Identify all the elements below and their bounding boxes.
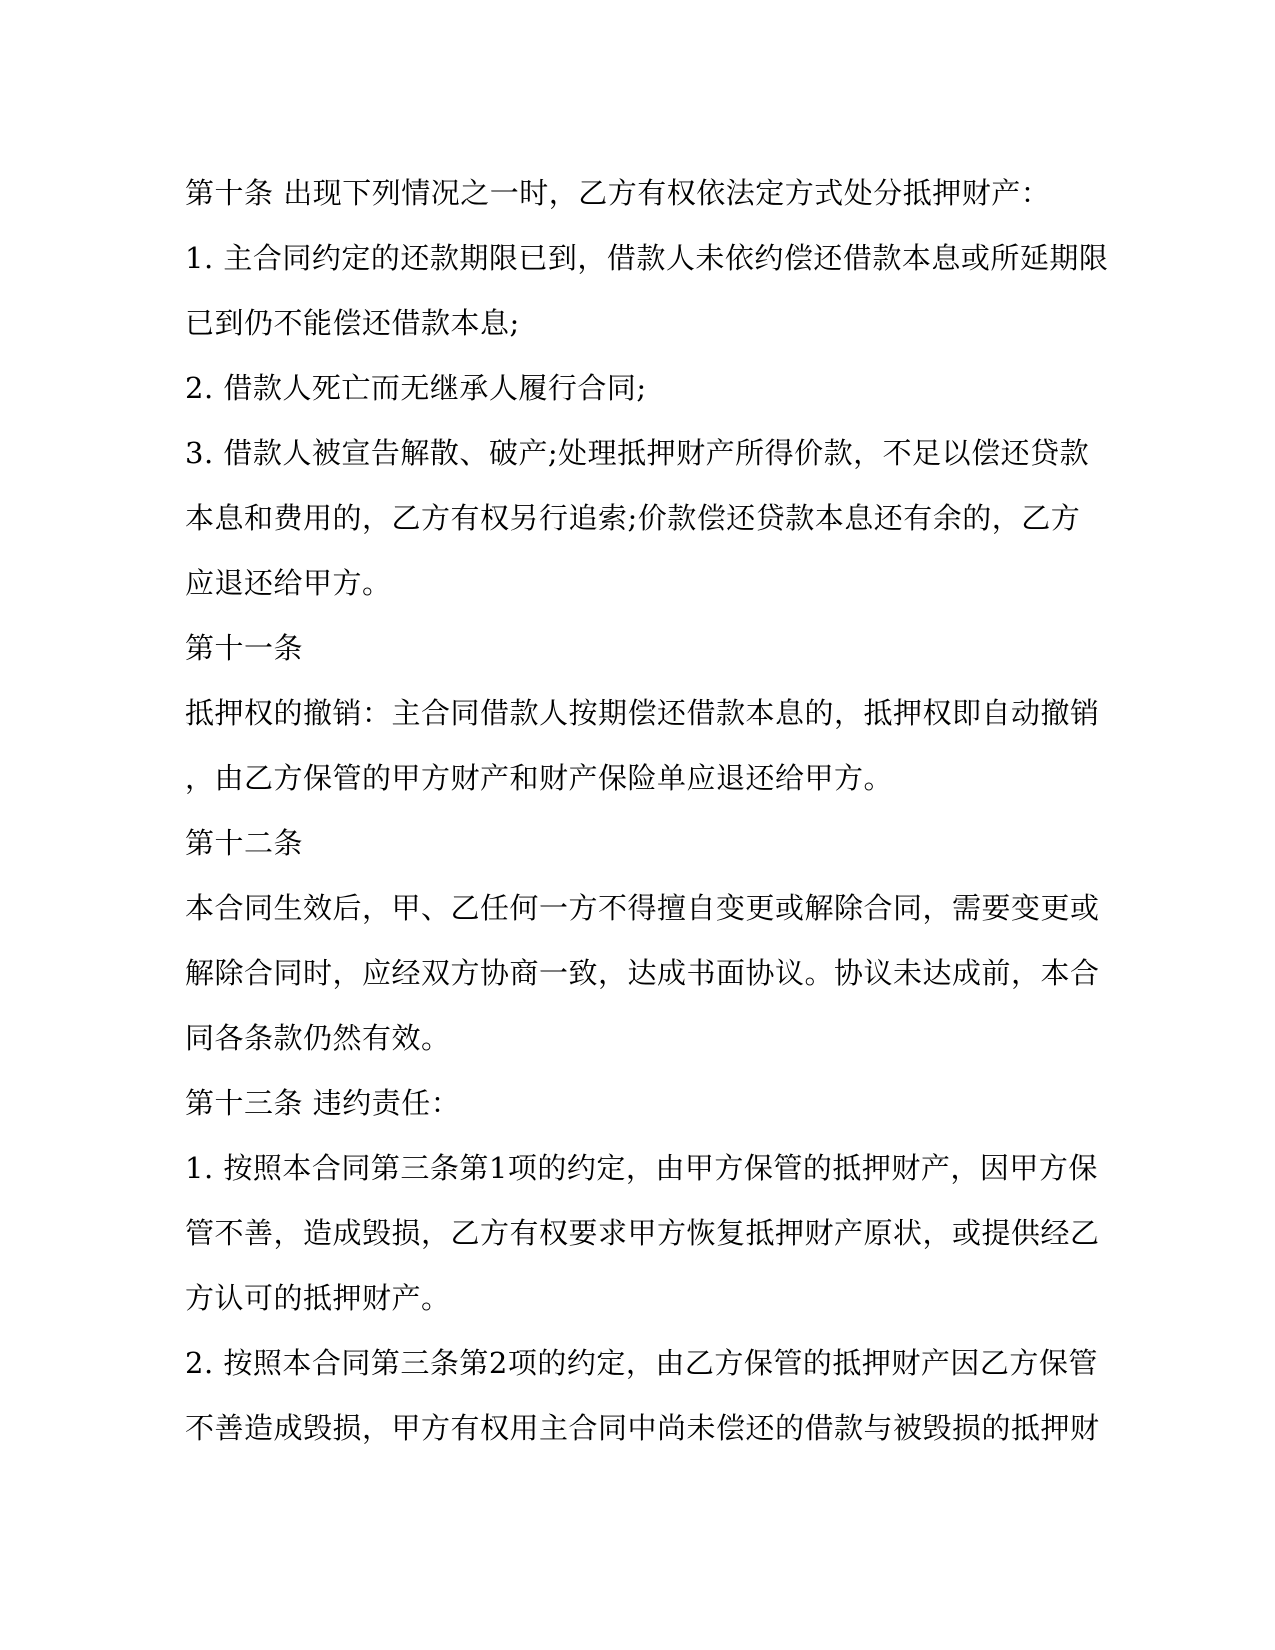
article-12-body-line-1: 本合同生效后，甲、乙任何一方不得擅自变更或解除合同，需要变更或 <box>185 891 1100 925</box>
article-11-body-line-2: ，由乙方保管的甲方财产和财产保险单应退还给甲方。 <box>185 761 894 795</box>
article-10-heading: 第十条 出现下列情况之一时，乙方有权依法定方式处分抵押财产： <box>185 176 1051 210</box>
article-13-heading: 第十三条 违约责任： <box>185 1086 461 1120</box>
article-13-item-1-line-1: 1. 按照本合同第三条第1项的约定，由甲方保管的抵押财产，因甲方保 <box>185 1151 1098 1185</box>
article-10-item-2: 2. 借款人死亡而无继承人履行合同; <box>185 371 647 405</box>
article-13-item-1-line-3: 方认可的抵押财产。 <box>185 1281 451 1315</box>
document-body <box>185 161 1109 1461</box>
article-10-item-3-line-3: 应退还给甲方。 <box>185 566 392 600</box>
article-13-item-2-line-1: 2. 按照本合同第三条第2项的约定，由乙方保管的抵押财产因乙方保管 <box>185 1346 1098 1380</box>
article-12-body-line-2: 解除合同时，应经双方协商一致，达成书面协议。协议未达成前，本合 <box>185 956 1100 990</box>
article-10-item-3-line-1: 3. 借款人被宣告解散、破产;处理抵押财产所得价款，不足以偿还贷款 <box>185 436 1090 470</box>
article-12-heading: 第十二条 <box>185 826 304 860</box>
article-10-item-1-line-2: 已到仍不能偿还借款本息; <box>185 306 520 340</box>
article-11-body-line-1: 抵押权的撤销：主合同借款人按期偿还借款本息的，抵押权即自动撤销 <box>185 696 1100 730</box>
article-11-heading: 第十一条 <box>185 631 304 665</box>
article-13-item-2-line-2: 不善造成毁损，甲方有权用主合同中尚未偿还的借款与被毁损的抵押财 <box>185 1411 1100 1445</box>
article-10-item-1-line-1: 1. 主合同约定的还款期限已到，借款人未依约偿还借款本息或所延期限 <box>185 241 1109 275</box>
article-13-item-1-line-2: 管不善，造成毁损，乙方有权要求甲方恢复抵押财产原状，或提供经乙 <box>185 1216 1100 1250</box>
article-12-body-line-3: 同各条款仍然有效。 <box>185 1021 451 1055</box>
article-10-item-3-line-2: 本息和费用的，乙方有权另行追索;价款偿还贷款本息还有余的，乙方 <box>185 501 1081 535</box>
